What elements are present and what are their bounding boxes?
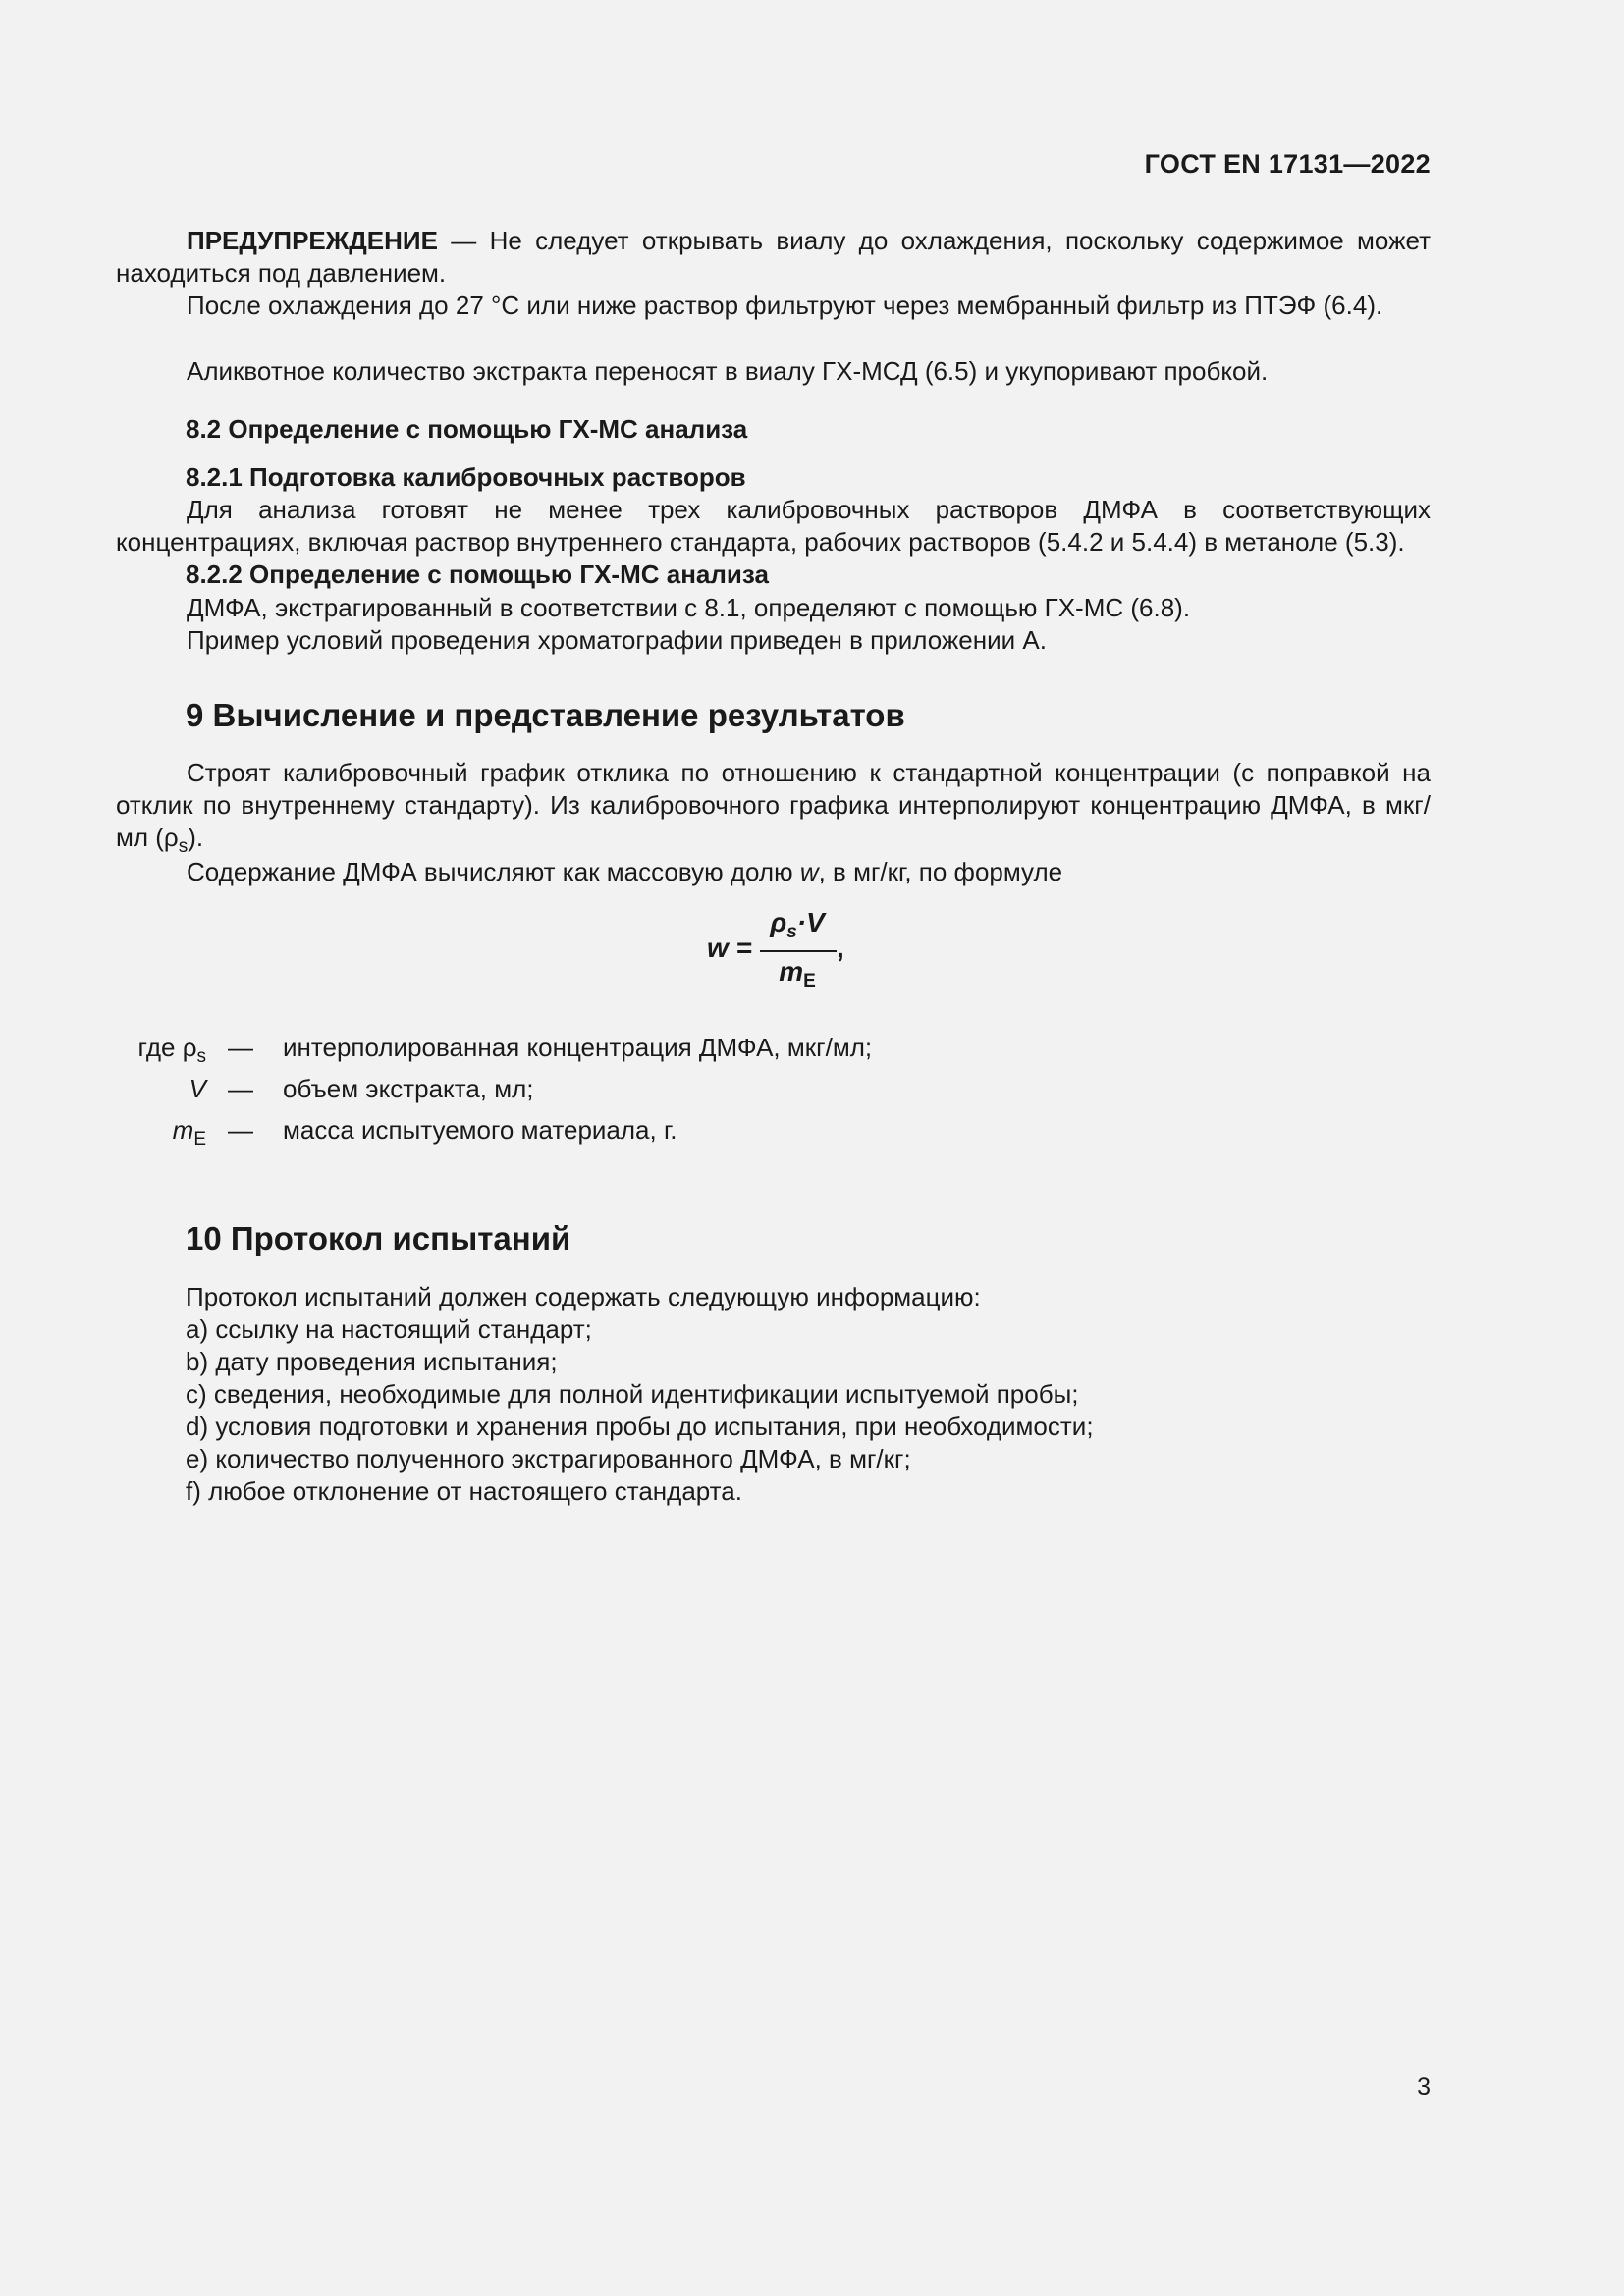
mass-fraction-formula: [687, 907, 943, 995]
list-item: e) количество полученного экстрагированного ДМФА, в мг/кг;: [186, 1444, 911, 1473]
protocol-intro: Протокол испытаний должен содержать следующую информацию:: [186, 1282, 981, 1311]
formula-numerator: $\rho_s\cdot V$: [770, 907, 825, 942]
section-8-2-2-heading: 8.2.2 Определение с помощью ГХ-МС анализа: [186, 560, 769, 589]
list-item: a) ссылку на настоящий стандарт;: [186, 1314, 592, 1344]
chromatography-paragraph: Пример условий проведения хроматографии приведен в приложении А.: [187, 625, 1047, 655]
where-dash: —: [228, 1115, 253, 1145]
graph-paragraph: Строят калибровочный график отклика по отношению к стандартной концентрации (с поправкой на отклик по внутреннему стандарту). Из калибровочного графика интерполируют концентрацию ДМФА, в мкг/мл $(\rho_s)$.: [116, 758, 1431, 857]
formula-comma: ,: [837, 933, 844, 963]
section-8-2-1-heading: 8.2.1 Подготовка калибровочных растворов: [186, 462, 746, 492]
section-10-heading: 10 Протокол испытаний: [186, 1220, 571, 1256]
warning-text: — Не следует открывать виалу до охлаждения, поскольку содержимое может находиться под давлением.: [116, 226, 1431, 288]
calibration-paragraph: Для анализа готовят не менее трех калибровочных растворов ДМФА в соответствующих концентрациях, включая раствор внутреннего стандарта, рабочих растворов (5.4.2 и 5.4.4) в метаноле (5.3).: [116, 495, 1431, 557]
list-item: d) условия подготовки и хранения пробы до испытания, при необходимости;: [186, 1412, 1094, 1441]
section-8-2-heading: 8.2 Определение с помощью ГХ-МС анализа: [186, 414, 748, 444]
where-label-rho: где $\rho_s$: [137, 1033, 206, 1067]
determination-paragraph: ДМФА, экстрагированный в соответствии с 8.1, определяют с помощью ГХ-МС (6.8).: [187, 593, 1191, 622]
where-label-m: $m_E$: [172, 1115, 206, 1149]
list-item: b) дату проведения испытания;: [186, 1347, 558, 1376]
where-text: объем экстракта, мл;: [283, 1074, 534, 1103]
where-dash: —: [228, 1033, 253, 1062]
where-dash: —: [228, 1074, 253, 1103]
section-9-heading: 9 Вычисление и представление результатов: [186, 697, 905, 733]
formula-denominator: $m_E$: [779, 956, 816, 991]
formula-lhs: w =: [707, 933, 752, 963]
warning-label: ПРЕДУПРЕЖДЕНИЕ: [187, 226, 438, 255]
list-item: c) сведения, необходимые для полной идентификации испытуемой пробы;: [186, 1379, 1079, 1409]
aliquot-paragraph: Аликвотное количество экстракта переносят в виалу ГХ-МСД (6.5) и укупоривают пробкой.: [187, 356, 1269, 386]
cooling-paragraph: После охлаждения до 27 °С или ниже раствор фильтруют через мембранный фильтр из ПТЭФ (6.4).: [187, 291, 1383, 320]
page-number: 3: [1417, 2073, 1431, 2101]
where-label-v: V: [189, 1074, 206, 1103]
warning-paragraph: [116, 225, 1431, 290]
where-text: интерполированная концентрация ДМФА, мкг/мл;: [283, 1033, 873, 1062]
fraction-bar: [760, 950, 837, 952]
list-item: f) любое отклонение от настоящего стандарта.: [186, 1476, 742, 1506]
where-text: масса испытуемого материала, г.: [283, 1115, 677, 1145]
content-paragraph: Содержание ДМФА вычисляют как массовую долю w, в мг/кг, по формуле: [187, 857, 1063, 886]
document-code: ГОСТ EN 17131—2022: [1144, 149, 1431, 179]
